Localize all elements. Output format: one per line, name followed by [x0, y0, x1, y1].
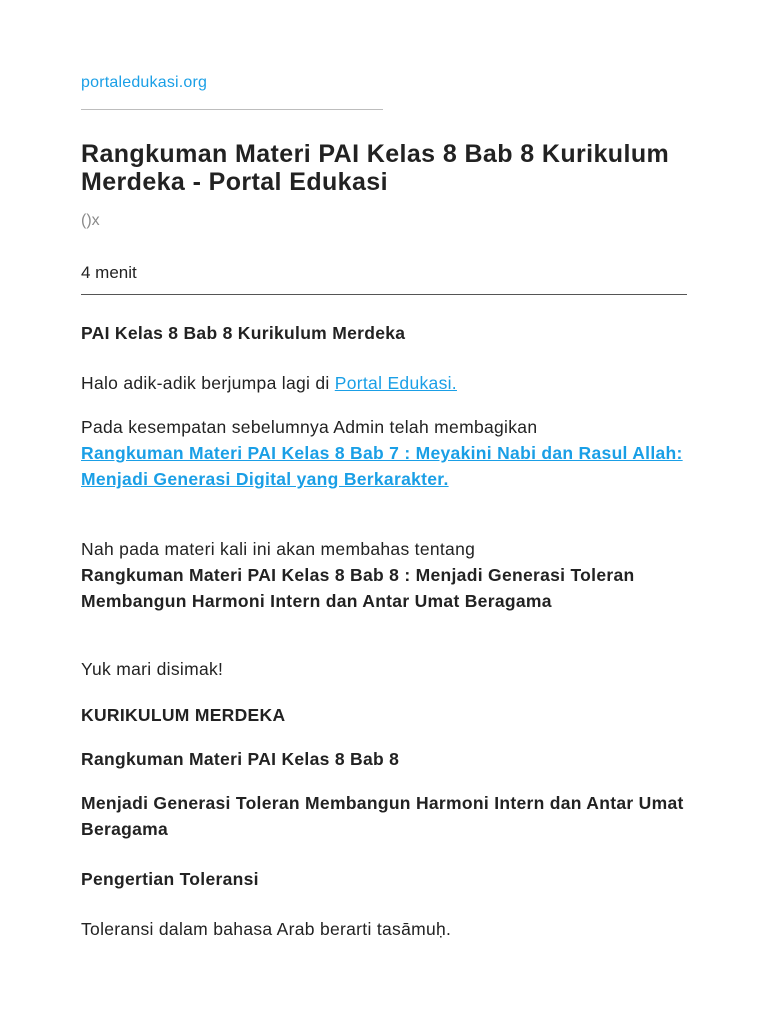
previous-article-link[interactable]: Rangkuman Materi PAI Kelas 8 Bab 7 : Meyakini Nabi dan Rasul Allah: Menjadi Generasi Digital yang Berkarakter.	[81, 443, 683, 489]
previous-article-text: Pada kesempatan sebelumnya Admin telah membagikan	[81, 417, 538, 437]
heading-pengertian-toleransi: Pengertian Toleransi	[81, 869, 259, 889]
intro-text: Nah pada materi kali ini akan membahas tentang	[81, 539, 476, 559]
heading-kurikulum-merdeka: KURIKULUM MERDEKA	[81, 705, 286, 725]
previous-article-paragraph	[81, 414, 691, 492]
intro-bold-title: Rangkuman Materi PAI Kelas 8 Bab 8 : Menjadi Generasi Toleran Membangun Harmoni Intern dan Antar Umat Beragama	[81, 565, 635, 611]
toleransi-paragraph: Toleransi dalam bahasa Arab berarti tasāmuḥ.	[81, 919, 452, 939]
read-time: 4 menit	[81, 263, 137, 282]
page-title: Rangkuman Materi PAI Kelas 8 Bab 8 Kurikulum Merdeka - Portal Edukasi	[81, 140, 670, 196]
intro-paragraph	[81, 536, 691, 614]
section-heading-kurikulum: PAI Kelas 8 Bab 8 Kurikulum Merdeka	[81, 323, 406, 343]
meta-mark: ()x	[81, 212, 100, 229]
heading-rangkuman: Rangkuman Materi PAI Kelas 8 Bab 8	[81, 749, 400, 769]
invite-text: Yuk mari disimak!	[81, 659, 224, 679]
site-divider	[81, 109, 383, 110]
site-link[interactable]: portaledukasi.org	[81, 74, 208, 91]
header-divider	[81, 294, 687, 295]
heading-menjadi-generasi: Menjadi Generasi Toleran Membangun Harmoni Intern dan Antar Umat Beragama	[81, 793, 684, 839]
greeting-text: Halo adik-adik berjumpa lagi di	[81, 373, 335, 393]
portal-edukasi-link[interactable]: Portal Edukasi.	[334, 373, 457, 393]
greeting-paragraph	[81, 370, 691, 396]
